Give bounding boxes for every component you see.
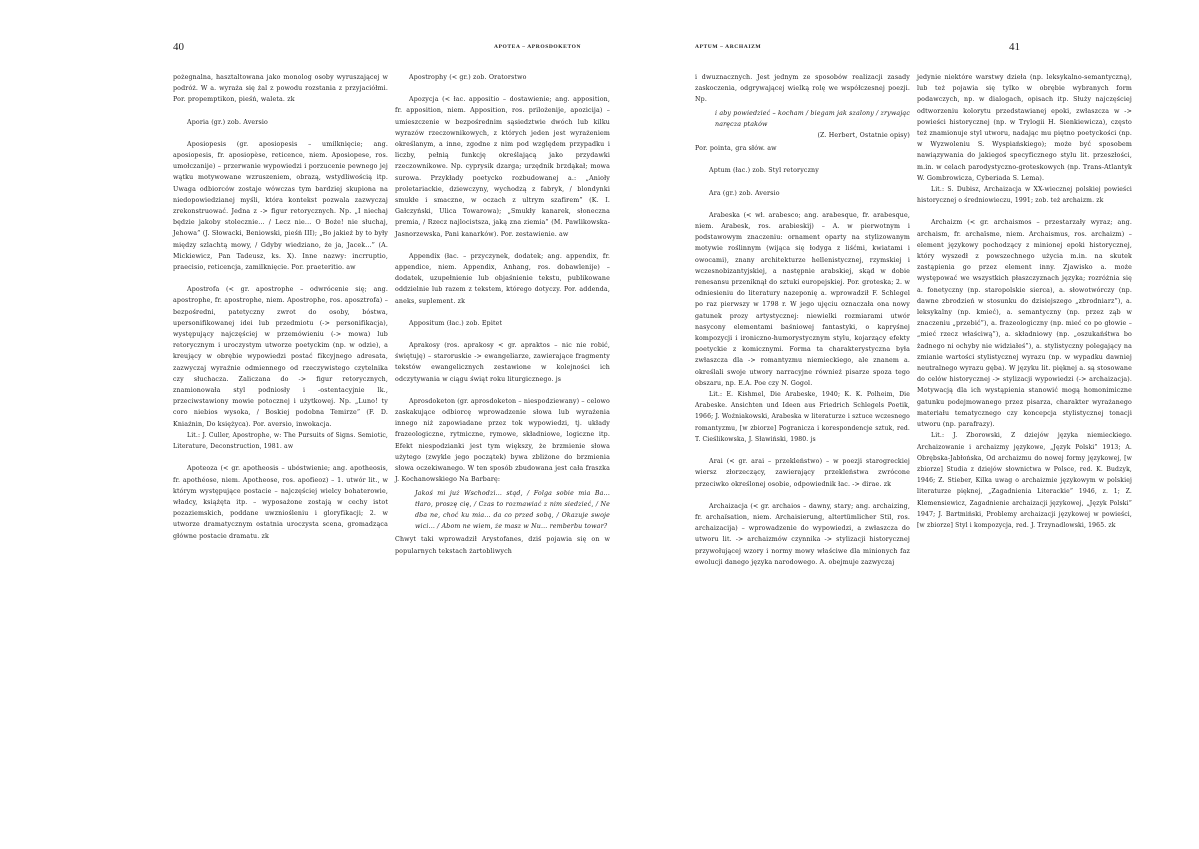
entry-archaizm: Archaizm (< gr. archaismos – przestarzały wyraz; ang. archaism, fr. archaïsme, niem. Archaismus, ros. archaizm) – element językowy pochodzący z minionej epoki historycznej, który wyszedł z powszechnego użycia m.in. na skutek zastąpienia go przez element inny. Zjawisko a. może występować we wszystkich płaszczyznach języka; rozróżnia się a. fonetyczny (np. staropolskie sierca), a. słowotwórczy (np. dawne zbrodzień w stosunku do dzisiejszego „zbrodniarz”), a. leksykalny (np. kmieć), a. semantyczny (np. przez ząb w znaczeniu „przebić”), a. frazeologiczny (np. mieć co po głowie – „mieć rzecz właściwą”), a. składniowy (np. „oszukańśtwa bo żadnego ni ochyby nie widziałeś”), a. stylistyczny polegający na zmianie wartości stylistycznej wyrazu (np. w wypadku dawniej neutralnego wyrazu gęba). W języku lit. pięknej a. są stosowane do celów historycznej -> stylizacji wypowiedzi (-> archaizacja). Motywacją dla ich wystąpienia stanowić mogą homonimiczne gatunku podejmowanego przez pisarza, charakter wyrażanego materiału tematycznego czy koncepcja stylistycznej tonacji utworu (np. parafrazy). [917,219,1132,429]
entry-archaizacja: Archaizacja (< gr. archaios – dawny, stary; ang. archaizing, fr. archaïsation, niem. Archaisierung, altertümlicher Stil, ros. archaizacija) – wprowadzenie do wypowiedzi, a zwłaszcza do utworu lit. -> archaizmów czynnika -> stylizacji historycznej przywołującej wzory i normy mowy właściwe dla minionych faz ewolucji danego języka narodowego. A. obejmuje zazwyczaj [695,502,910,566]
column-4 [917,72,1132,542]
entry-apozycja: Apozycja (< łac. appositio – dostawienie; ang. apposition, fr. apposition, niem. Apposition, ros. prilożenije, apozicija) – umieszczenie w bezpośrednim sąsiedztwie dwóch lub kilku wyrazów rzeczownikowych, z których jeden jest wyrażeniem określanym, a inne, zgodne z nim pod względem przypadku i liczby, pełnią funkcję określającą jako przydawki rzeczownikowe. Np. cyprysik dzarga; urzędnik brzdąkał; mowa surowa. Przykłady poetycko rozbudowanej a.: „Anioły proletariackie, dziewczyny, wychodzą z fabryk, / blondynki smukłe i smaczne, w oczach z ultrym szafirem” (K. I. Gałczyński, Ulica Towarowa); „Smukły kanarek, słoneczna premia, / Rzecz najlocistsza, jaką zna ziemia” (M. Pawlikowska-Jasnorzewska, Pani kanarków). Por. zestawienie. aw [395,96,610,238]
literature-note: Lit.: J. Culler, Apostrophe, w: The Pursuits of Signs. Semiotic, Literature, Deconstruction, 1981. aw [173,431,388,451]
literature-note: Lit.: E. Kishmel, Die Arabeske, 1940; K. K. Polheim, Die Arabeske. Ansichten und Ideen aus Friedrich Schlegels Poetik, 1966; J. Woźniakowski, Arabeska w literaturze i sztuce wczesnego romantyzmu, [w zbiorze] Pogranicza i korespondencje sztuk, red. T. Cieślikowska, J. Sławiński, 1980. js [695,391,910,443]
entry-aptum: Aptum (łac.) zob. Styl retoryczny [709,167,819,175]
entry-aprosdoketon: Aprosdoketon (gr. aprosdoketon – niespodziewany) – celowo zaskakujące odbiorcę wprowadzenie słowa lub wyrażenia innego niż zapowiadane przez tok wypowiedzi, tj. układy frazeologiczne, rytmiczne, rymowe, składniowe, logiczne itp. Efekt niespodzianki jest tym większy, że brzmienie słowa użytego (zwykle jego początek) bywa zbliżone do brzmienia słowa oczekiwanego. W ten sposób zbudowana jest cała fraszka J. Kochanowskiego Na Barbarę: [395,397,610,484]
entry-ara: Ara (gr.) zob. Aversio [709,189,780,197]
entry-aposiopesis: Aposiopesis (gr. aposiopesis – umilknięcie; ang. aposiopesis, fr. aposiopèse, reticence, niem. Aposiopese, ros. umołczanije) – przerwanie wypowiedzi i porzucenie pewnego jej wątku motywowane wzruszeniem, obrazą, wstydliwością itp. Uwaga odbiorców zostaje wówczas tym bardziej skupiona na niedopowiedzianej myśli, która kontekst pozwala zazwyczaj zrekonstruować. Jedna z -> figur retorycznych. Np. „I niechaj będzie jakoby stolecznie... / Lecz nie... O Boże! nie słuchaj, Jehowa” (J. Słowacki, Beniowski, pieśń III); „Bo jakież by to były między szlachtą mowy, / Gdyby wiedziano, że ja, Jacek...” (A. Mickiewicz, Pan Tadeusz, ks. X). Inne nazwy: incrruptio, praecisio, reticencja, zamilknięcie. Por. praeteritio. aw [173,140,388,272]
literature-note: Lit.: S. Dubisz, Archaizacja w XX-wiecznej polskiej powieści historycznej o średniowieczu, 1991; zob. też archaizm. zk [917,186,1132,205]
entry-aporia: Aporia (gr.) zob. Aversio [187,118,268,126]
right-page-number: 41 [1009,41,1020,53]
entry-aprakosy: Aprakosy (ros. aprakosy < gr. apraktos – nic nie robić, świętuję) – staroruskie -> ewangeliarze, zawierające fragmenty tekstów ewangelicznych zestawione w kolejności ich odczytywania w ciągu świąt roku liturgicznego. js [395,342,610,383]
paragraph: jedynie niektóre warstwy dzieła (np. leksykalno-semantyczną), lub też pojawia się tylko w obrębie wybranych form podawczych, np. w dialogach, opisach itp. Służy najczęściej odtworzeniu kolorytu przedstawianej epoki, zwłaszcza w -> powieści historycznej (np. w Trylogii H. Sienkiewicza), często też znamionuje styl utworu, nadając mu piętno poetyckości (np. w Wyzwoleniu S. Wyspiańskiego); może być sposobem nawiązywania do jakiegoś specyficznego stylu lit. przeszłości, m.in. w celach parodystyczno-groteskowych (np. Trans-Atlantyk W. Gombrowicza, Cyberiada S. Lema). [917,74,1132,182]
entry-appendix: Appendix (łac. – przyczynek, dodatek; ang. appendix, fr. appendice, niem. Appendix, Anhang, ros. dobawlenije) – dodatek, uzupełnienie lub objaśnienie tekstu, publikowane oddzielnie lub razem z tekstem, którego dotyczy. Por. addenda, aneks, suplement. zk [395,252,610,305]
paragraph: Chwyt taki wprowadził Arystofanes, dziś pojawia się on w popularnych tekstach żartobliwych [395,536,610,555]
column-3 [695,72,910,579]
entry-apostrofa: Apostrofa (< gr. apostrophe – odwrócenie się; ang. apostrophe, fr. apostrophe, niem. Apostrophe, ros. aposztrofa) – bezpośredni, patetyczny zwrot do osoby, bóstwa, upersonifikowanej idei lub przedmiotu (-> personifikacja), występujący najczęściej w przemówieniu (-> mowa) lub retorycznym i uroczystym utworze poetyckim (np. w odzie), a kreujący w obrębie wypowiedzi postać fikcyjnego adresata, zazwyczaj wyraźnie odmiennego od rzeczywistego czytelnika czy słuchacza. Zaliczana do -> figur retorycznych, znamionowała styl podniosły i -ostentacyjnie lk., przeciwstawiony mowie potocznej i użytkowej. Np. „Luno! ty coro niebios wysoka, / Boskiej podobna Temirze” (F. D. Kniaźnin, Do księżyca). Por. aversio, inwokacja. [173,286,388,428]
entry-apoteoza: Apoteoza (< gr. apotheosis – ubóstwienie; ang. apotheosis, fr. apothéose, niem. Apotheose, ros. apofieoz) – 1. utwór lit., w którym występujące postacie – najczęściej wielcy bohaterowie, władcy, książęta itp. – wyposażone zostają w cechy istot pozaziemskich, poddane uwzniośleniu i gloryfikacji; 2. w utworze dramatycznym ostatnia uroczysta scena, gromadząca główne postacie dramatu. zk [173,465,388,540]
verse-source: (Z. Herbert, Ostatnie opisy) [817,132,910,140]
column-2 [395,72,610,568]
entry-appositum: Appositum (łac.) zob. Epitet [409,319,503,327]
verse-quote: Jakoś mi już Wschodzi... stąd, / Folga sobie mia Ba... tłaro, proszę cię, / Czas to rozmawiać z nim siedzieć, / Ne dba ne, choć ku mia... da co przed sobą, / Okazuje swoje wici... / Abom ne wiem, że masz w Nu... remberbu towar? [415,489,610,531]
right-running-head: APTUM – ARCHAIZM [695,44,762,50]
column-1 [173,72,388,553]
paragraph: i dwuznacznych. Jest jednym ze sposobów realizacji zasady zaskoczenia, odgrywającej wielką rolę we współczesnej poezji. Np. [695,74,910,104]
literature-note: Lit.: J. Zborowski, Z dziejów języka niemieckiego. Archaizowanie i archaizmy językowe, „Język Polski” 1913; A. Obrębska-Jabłońska, Od archaizmu do nowej formy językowej, [w zbiorze] Studia z dziejów słownictwa w Polsce, red. K. Budzyk, 1946; Z. Stieber, Kilka uwag o archaizmie językowym w polskiej literaturze pięknej, „Zagadnienia Literackie” 1946, z. 1; Z. Klemensiewicz, Zagadnienie archaizacji językowej, „Język Polski” 1947; J. Bartmiński, Problemy archaizacji językowej w powieści, [w zbiorze] Styl i kompozycja, red. J. Trzynadlowski, 1965. zk [917,432,1132,529]
entry-apostrophy: Apostrophy (< gr.) zob. Oratorstwo [409,74,527,81]
entry-arabeska: Arabeska (< wł. arabesco; ang. arabesque, fr. arabesque, niem. Arabesk, ros. arabieskij) – A. w pierwotnym i podstawowym znaczeniu: ornament oparty na stylizowanym motywie roślinnym (wijąca się łodyga z liśćmi, kwiatami i owocami), znany architekturze hellenistycznej, rzymskiej i wczesnobizantyjskiej, a następnie arabskiej, skąd w dobie renesansu przeniknął do sztuki europejskiej. Por. groteska; 2. w odniesieniu do literatury nazeponię a. wprowadził F. Schlegel po raz pierwszy w 1798 r. W jego ujęciu oznaczała ona nowy gatunek prozy artystycznej: niewielki rozmiarami utwór nasycony elementami baśniowej fantastyki, o kapryśnej kompozycji i ironiczno-humorystycznym stylu, kojarzący efekty poetyckie z komicznymi. Forma ta charakterystyczna była zwłaszcza dla -> romantyzmu niemieckiego, ale znanem a. określali swoje utwory narracyjne również pisarze spoza tego obszaru, np. E.A. Poe czy N. Gogol. [695,211,910,387]
entry-arai: Arai (< gr. arai – przekleństwo) – w poezji starogreckiej wiersz złorzeczący, zawierający przekleństwa zwrócone przeciwko określonej osobie, odpowiednik łac. -> dirae. zk [695,458,910,488]
paragraph: Por. pointa, gra słów. aw [695,145,777,153]
paragraph: pożegnalna, hasztaltowana jako monolog osoby wyruszającej w podróż. W a. wyraża się żal z powodu rozstania z przyjaciółmi. Por. propemptikon, pieśń, waleta. zk [173,74,388,104]
left-running-head: APOTEA – APROSDOKETON [494,44,582,50]
left-page-number: 40 [173,41,184,53]
verse-quote: i aby powiedzieć – kocham / biegam jak szalony / zrywając naręcza ptaków [715,109,910,128]
